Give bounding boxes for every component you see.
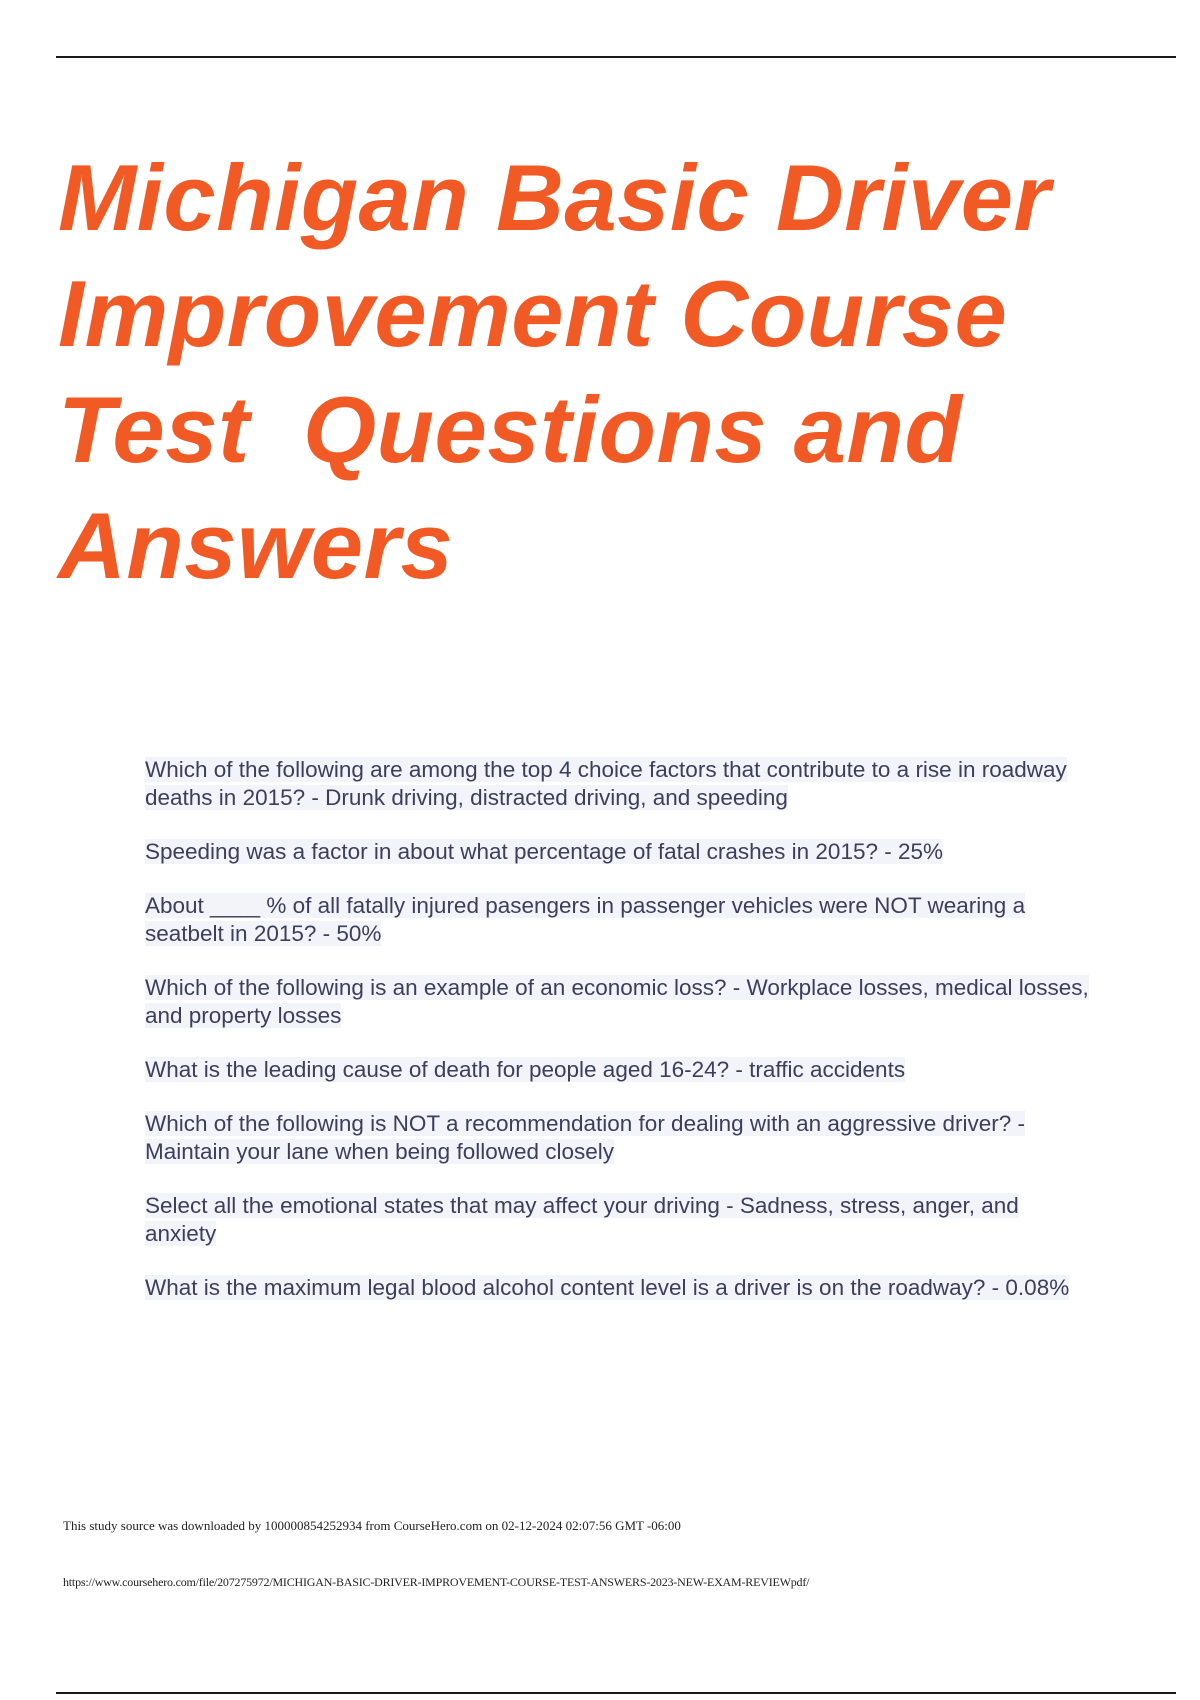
- qa-item: [145, 1192, 1095, 1248]
- source-url[interactable]: https://www.coursehero.com/file/207275972/MICHIGAN-BASIC-DRIVER-IMPROVEMENT-COURSE-TEST-ANSWERS-2023-NEW-EXAM-REVIEWpdf/: [63, 1575, 810, 1589]
- qa-text: Which of the following is an example of an economic loss? - Workplace losses, medical losses, and property losses: [145, 975, 1089, 1028]
- qa-item: [145, 756, 1095, 812]
- download-source-note: This study source was downloaded by 100000854252934 from CourseHero.com on 02-12-2024 02:07:56 GMT -06:00: [63, 1518, 681, 1533]
- qa-item: [145, 1110, 1095, 1166]
- document-title: [58, 140, 1168, 604]
- qa-text: Which of the following is NOT a recommendation for dealing with an aggressive driver? - Maintain your lane when being followed closely: [145, 1111, 1025, 1164]
- title-line: Michigan Basic Driver: [58, 145, 1051, 250]
- qa-item: [145, 974, 1095, 1030]
- qa-item: [145, 1056, 1095, 1084]
- qa-item: [145, 1274, 1095, 1302]
- qa-text: Which of the following are among the top 4 choice factors that contribute to a rise in roadway deaths in 2015? - Drunk driving, distracted driving, and speeding: [145, 757, 1067, 810]
- qa-item: [145, 892, 1095, 948]
- qa-text: About ____ % of all fatally injured pasengers in passenger vehicles were NOT wearing a seatbelt in 2015? - 50%: [145, 893, 1026, 946]
- qa-item: [145, 838, 1095, 866]
- qa-text: What is the maximum legal blood alcohol content level is a driver is on the roadway? - 0.08%: [145, 1275, 1070, 1300]
- title-line: Test Questions and: [58, 377, 963, 482]
- qa-text: What is the leading cause of death for people aged 16-24? - traffic accidents: [145, 1057, 906, 1082]
- title-line: Improvement Course: [58, 261, 1008, 366]
- qa-text: Speeding was a factor in about what percentage of fatal crashes in 2015? - 25%: [145, 839, 944, 864]
- qa-text: Select all the emotional states that may affect your driving - Sadness, stress, anger, and anxiety: [145, 1193, 1019, 1246]
- bottom-rule: [56, 1692, 1176, 1694]
- title-line: Answers: [58, 493, 454, 598]
- qa-list: [145, 756, 1095, 1328]
- top-rule: [56, 56, 1176, 58]
